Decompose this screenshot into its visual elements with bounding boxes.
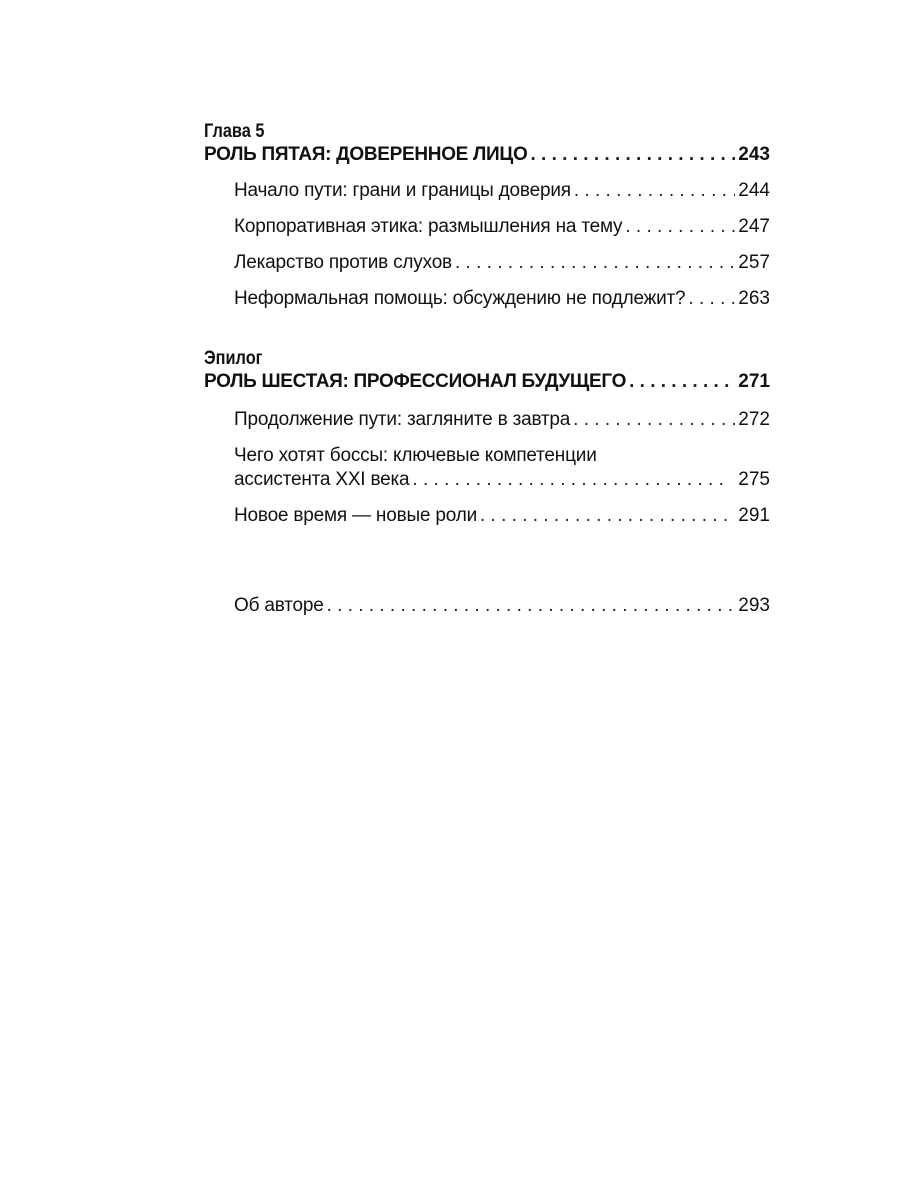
page-number: 275 xyxy=(738,469,770,490)
page-number: 291 xyxy=(738,505,770,526)
toc-entry-multiline[interactable] xyxy=(234,444,770,492)
dot-leader xyxy=(625,215,735,239)
dot-leader xyxy=(629,370,735,394)
epilogue-title: РОЛЬ ШЕСТАЯ: ПРОФЕССИОНАЛ БУДУЩЕГО xyxy=(204,371,627,392)
entry-title: Продолжение пути: загляните в завтра xyxy=(234,409,571,430)
toc-entry[interactable] xyxy=(234,408,770,432)
page-number: 263 xyxy=(738,288,770,309)
epilogue-label: Эпилог xyxy=(204,348,263,369)
page-number: 271 xyxy=(738,371,770,392)
dot-leader xyxy=(412,468,729,492)
page-number: 247 xyxy=(738,216,770,237)
chapter-label: Глава 5 xyxy=(204,121,265,142)
entry-line2-row xyxy=(234,468,770,492)
toc-entry[interactable] xyxy=(234,179,770,203)
dot-leader xyxy=(574,179,735,203)
toc-section-chapter5 xyxy=(204,121,770,311)
entry-title: Начало пути: грани и границы доверия xyxy=(234,180,571,201)
toc-section-about xyxy=(204,594,770,618)
dot-leader xyxy=(480,504,735,528)
toc-entry[interactable] xyxy=(234,215,770,239)
page-number: 293 xyxy=(738,595,770,616)
toc-entry[interactable] xyxy=(234,504,770,528)
page-number: 257 xyxy=(738,252,770,273)
dot-leader xyxy=(573,408,735,432)
page-number: 243 xyxy=(738,144,770,165)
page-number: 244 xyxy=(738,180,770,201)
dot-leader xyxy=(327,594,736,618)
chapter-title-row[interactable] xyxy=(204,143,770,167)
entry-title: Об авторе xyxy=(234,595,324,616)
toc-entry-about[interactable] xyxy=(234,594,770,618)
toc-section-epilogue xyxy=(204,348,770,528)
entry-title: Корпоративная этика: размышления на тему xyxy=(234,216,623,237)
dot-leader xyxy=(688,287,735,311)
toc-entry[interactable] xyxy=(234,251,770,275)
entry-title: Неформальная помощь: обсуждению не подлежит? xyxy=(234,288,686,309)
entry-title: Новое время — новые роли xyxy=(234,505,477,526)
toc-entry[interactable] xyxy=(234,287,770,311)
dot-leader xyxy=(455,251,735,275)
entry-title-line1: Чего хотят боссы: ключевые компетенции xyxy=(234,445,597,466)
page-number: 272 xyxy=(738,409,770,430)
epilogue-title-row[interactable] xyxy=(204,370,770,394)
chapter-title: РОЛЬ ПЯТАЯ: ДОВЕРЕННОЕ ЛИЦО xyxy=(204,144,528,165)
entry-title-line2: ассистента XXI века xyxy=(234,469,410,490)
entry-title: Лекарство против слухов xyxy=(234,252,452,273)
dot-leader xyxy=(530,143,735,167)
